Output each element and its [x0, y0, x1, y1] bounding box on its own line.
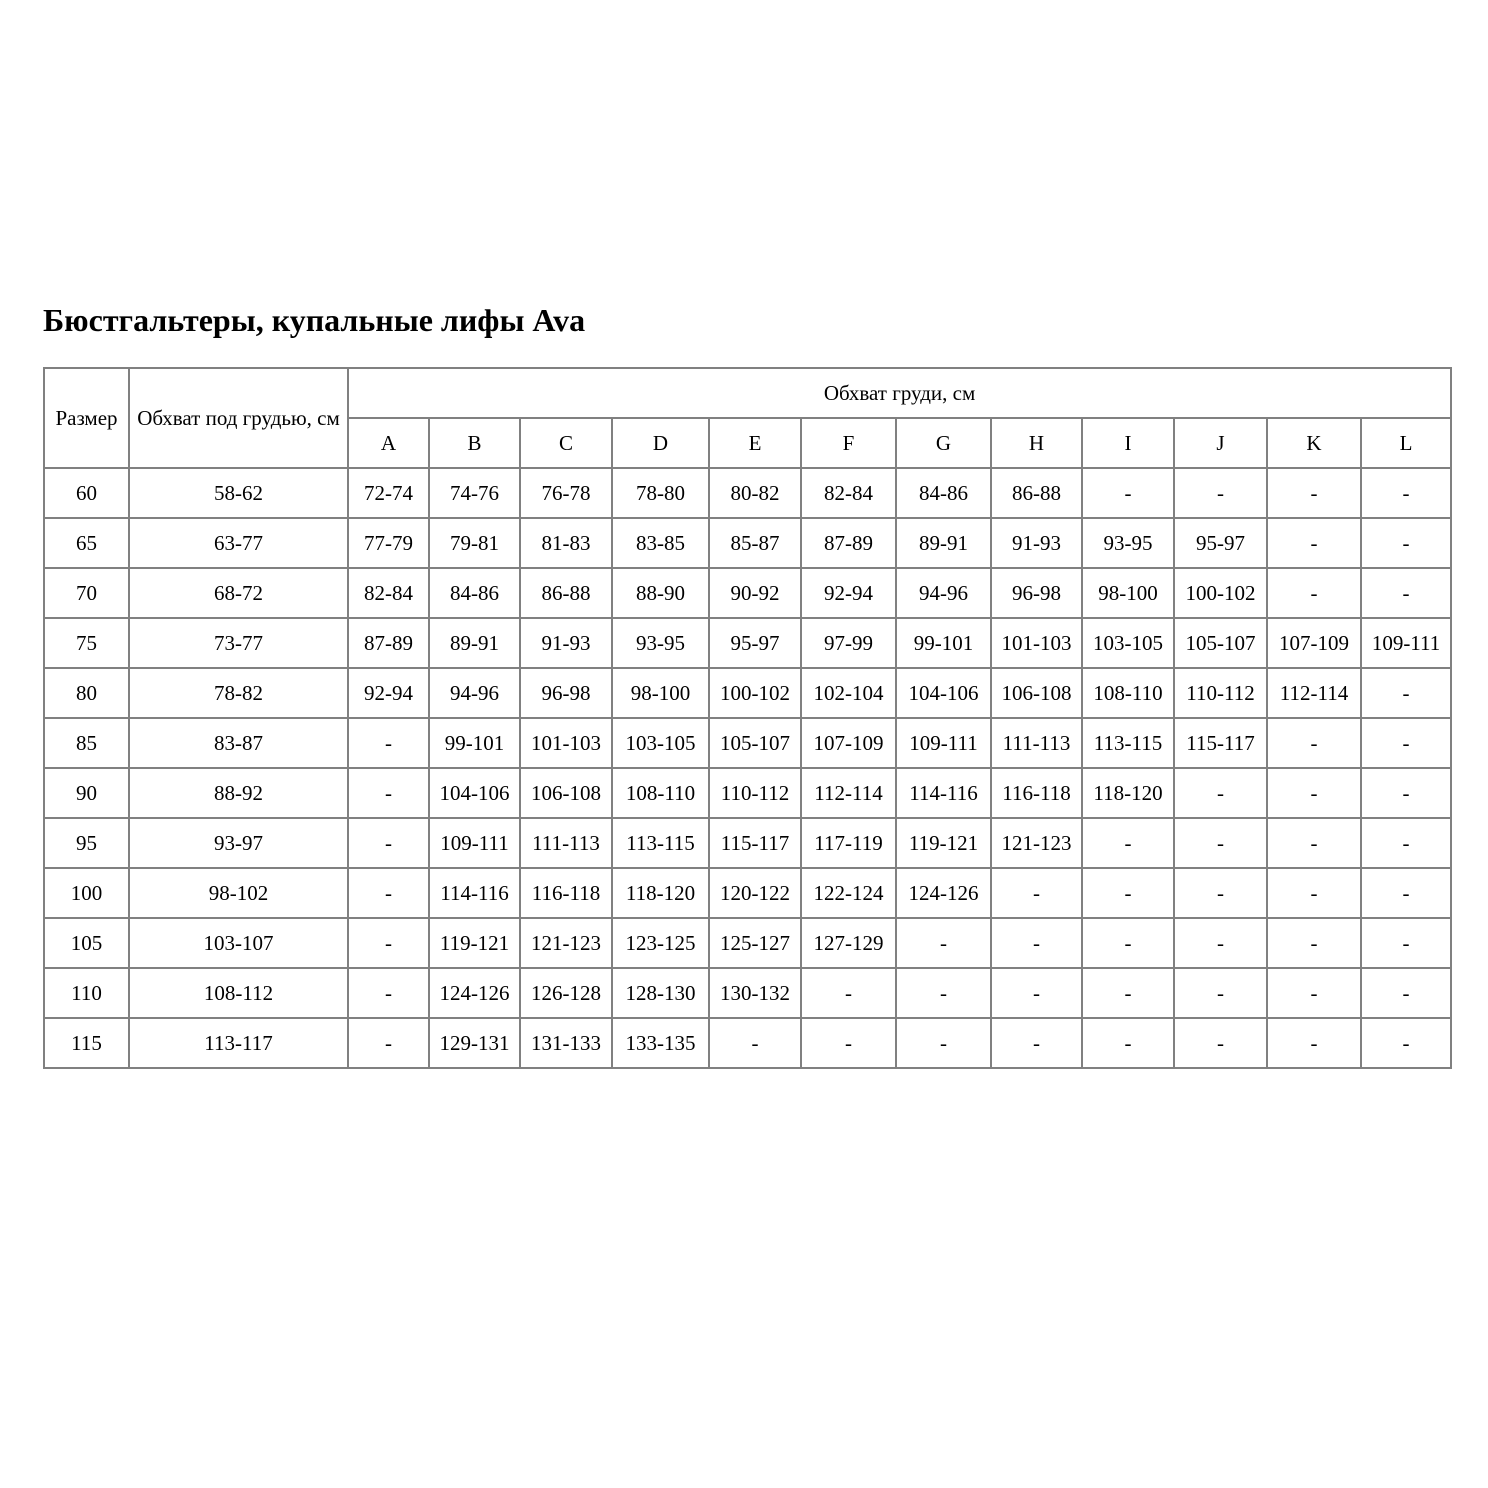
cup-cell-H: 101-103 [991, 618, 1082, 668]
cup-cell-A: - [348, 918, 429, 968]
header-cup-F: F [801, 418, 896, 468]
table-row [44, 818, 1451, 868]
header-cup-D: D [612, 418, 709, 468]
cup-cell-F: 112-114 [801, 768, 896, 818]
cup-cell-C: 96-98 [520, 668, 612, 718]
cup-cell-H: 121-123 [991, 818, 1082, 868]
cup-cell-H: 91-93 [991, 518, 1082, 568]
cup-cell-H: 106-108 [991, 668, 1082, 718]
cup-cell-K: - [1267, 818, 1361, 868]
cup-cell-J: - [1174, 918, 1267, 968]
cup-cell-B: 99-101 [429, 718, 520, 768]
cup-cell-K: - [1267, 768, 1361, 818]
cup-cell-F: 127-129 [801, 918, 896, 968]
size-chart-table [43, 367, 1452, 1069]
cup-cell-C: 81-83 [520, 518, 612, 568]
size-cell: 60 [44, 468, 129, 518]
cup-cell-D: 108-110 [612, 768, 709, 818]
cup-cell-C: 131-133 [520, 1018, 612, 1068]
cup-cell-H: - [991, 1018, 1082, 1068]
cup-cell-D: 83-85 [612, 518, 709, 568]
cup-cell-H: 116-118 [991, 768, 1082, 818]
cup-cell-C: 126-128 [520, 968, 612, 1018]
cup-cell-B: 114-116 [429, 868, 520, 918]
size-cell: 70 [44, 568, 129, 618]
cup-cell-G: - [896, 968, 991, 1018]
header-cup-A: A [348, 418, 429, 468]
underbust-cell: 103-107 [129, 918, 348, 968]
page-title: Бюстгальтеры, купальные лифы Ava [43, 302, 586, 338]
cup-cell-H: 86-88 [991, 468, 1082, 518]
cup-cell-E: 100-102 [709, 668, 801, 718]
cup-cell-B: 119-121 [429, 918, 520, 968]
size-cell: 105 [44, 918, 129, 968]
cup-cell-E: - [709, 1018, 801, 1068]
cup-cell-G: 84-86 [896, 468, 991, 518]
cup-cell-B: 84-86 [429, 568, 520, 618]
cup-cell-B: 129-131 [429, 1018, 520, 1068]
cup-cell-K: - [1267, 968, 1361, 1018]
cup-cell-F: 92-94 [801, 568, 896, 618]
cup-cell-H: 96-98 [991, 568, 1082, 618]
size-cell: 90 [44, 768, 129, 818]
underbust-cell: 98-102 [129, 868, 348, 918]
cup-cell-D: 98-100 [612, 668, 709, 718]
cup-cell-A: 77-79 [348, 518, 429, 568]
cup-cell-E: 110-112 [709, 768, 801, 818]
cup-cell-A: - [348, 768, 429, 818]
cup-cell-E: 90-92 [709, 568, 801, 618]
cup-cell-E: 80-82 [709, 468, 801, 518]
cup-cell-G: - [896, 918, 991, 968]
cup-cell-L: - [1361, 668, 1451, 718]
cup-cell-C: 101-103 [520, 718, 612, 768]
cup-cell-F: - [801, 1018, 896, 1068]
cup-cell-G: 114-116 [896, 768, 991, 818]
cup-cell-C: 86-88 [520, 568, 612, 618]
header-cup-J: J [1174, 418, 1267, 468]
cup-cell-E: 95-97 [709, 618, 801, 668]
header-cup-G: G [896, 418, 991, 468]
cup-cell-E: 120-122 [709, 868, 801, 918]
cup-cell-D: 133-135 [612, 1018, 709, 1068]
table-row [44, 518, 1451, 568]
underbust-cell: 113-117 [129, 1018, 348, 1068]
table-row [44, 768, 1451, 818]
cup-cell-B: 109-111 [429, 818, 520, 868]
cup-cell-K: - [1267, 918, 1361, 968]
size-cell: 95 [44, 818, 129, 868]
underbust-cell: 63-77 [129, 518, 348, 568]
header-cup-K: K [1267, 418, 1361, 468]
size-cell: 75 [44, 618, 129, 668]
cup-cell-K: - [1267, 868, 1361, 918]
cup-cell-D: 93-95 [612, 618, 709, 668]
header-cup-I: I [1082, 418, 1174, 468]
size-cell: 100 [44, 868, 129, 918]
cup-cell-C: 116-118 [520, 868, 612, 918]
cup-cell-C: 106-108 [520, 768, 612, 818]
cup-cell-F: 102-104 [801, 668, 896, 718]
table-row [44, 968, 1451, 1018]
underbust-cell: 73-77 [129, 618, 348, 668]
cup-cell-A: - [348, 818, 429, 868]
cup-cell-C: 91-93 [520, 618, 612, 668]
cup-cell-J: - [1174, 868, 1267, 918]
underbust-cell: 93-97 [129, 818, 348, 868]
cup-cell-G: 104-106 [896, 668, 991, 718]
cup-cell-L: - [1361, 968, 1451, 1018]
cup-cell-C: 121-123 [520, 918, 612, 968]
cup-cell-D: 78-80 [612, 468, 709, 518]
header-bust-span: Обхват груди, см [348, 368, 1451, 418]
cup-cell-G: 99-101 [896, 618, 991, 668]
header-cup-L: L [1361, 418, 1451, 468]
size-cell: 85 [44, 718, 129, 768]
cup-cell-D: 128-130 [612, 968, 709, 1018]
cup-cell-J: 100-102 [1174, 568, 1267, 618]
cup-cell-J: - [1174, 1018, 1267, 1068]
cup-cell-F: - [801, 968, 896, 1018]
cup-cell-G: 124-126 [896, 868, 991, 918]
table-row [44, 568, 1451, 618]
cup-cell-L: - [1361, 818, 1451, 868]
cup-cell-A: - [348, 718, 429, 768]
cup-cell-J: 115-117 [1174, 718, 1267, 768]
cup-cell-L: - [1361, 868, 1451, 918]
cup-cell-D: 113-115 [612, 818, 709, 868]
cup-cell-J: 105-107 [1174, 618, 1267, 668]
size-cell: 65 [44, 518, 129, 568]
cup-cell-L: - [1361, 568, 1451, 618]
underbust-cell: 108-112 [129, 968, 348, 1018]
cup-cell-B: 104-106 [429, 768, 520, 818]
cup-cell-I: - [1082, 918, 1174, 968]
cup-cell-K: 107-109 [1267, 618, 1361, 668]
cup-cell-I: - [1082, 868, 1174, 918]
cup-cell-I: 113-115 [1082, 718, 1174, 768]
underbust-cell: 78-82 [129, 668, 348, 718]
cup-cell-B: 74-76 [429, 468, 520, 518]
cup-cell-G: 89-91 [896, 518, 991, 568]
cup-cell-G: - [896, 1018, 991, 1068]
cup-cell-J: 95-97 [1174, 518, 1267, 568]
cup-cell-K: - [1267, 468, 1361, 518]
cup-cell-C: 111-113 [520, 818, 612, 868]
table-header [44, 368, 1451, 468]
cup-cell-I: - [1082, 1018, 1174, 1068]
table-row [44, 868, 1451, 918]
header-row-top [44, 368, 1451, 418]
header-cup-B: B [429, 418, 520, 468]
cup-cell-L: - [1361, 768, 1451, 818]
cup-cell-J: - [1174, 968, 1267, 1018]
cup-cell-H: - [991, 868, 1082, 918]
cup-cell-B: 79-81 [429, 518, 520, 568]
cup-cell-D: 118-120 [612, 868, 709, 918]
cup-cell-L: 109-111 [1361, 618, 1451, 668]
cup-cell-I: 103-105 [1082, 618, 1174, 668]
size-cell: 115 [44, 1018, 129, 1068]
cup-cell-H: - [991, 918, 1082, 968]
cup-cell-B: 124-126 [429, 968, 520, 1018]
table-row [44, 618, 1451, 668]
header-underbust: Обхват под грудью, см [129, 368, 348, 468]
cup-cell-E: 115-117 [709, 818, 801, 868]
cup-cell-F: 122-124 [801, 868, 896, 918]
cup-cell-A: - [348, 968, 429, 1018]
cup-cell-B: 89-91 [429, 618, 520, 668]
cup-cell-L: - [1361, 468, 1451, 518]
cup-cell-D: 123-125 [612, 918, 709, 968]
cup-cell-K: 112-114 [1267, 668, 1361, 718]
table-body [44, 468, 1451, 1068]
cup-cell-K: - [1267, 568, 1361, 618]
cup-cell-J: - [1174, 768, 1267, 818]
cup-cell-I: 93-95 [1082, 518, 1174, 568]
cup-cell-F: 82-84 [801, 468, 896, 518]
header-cup-H: H [991, 418, 1082, 468]
cup-cell-A: 82-84 [348, 568, 429, 618]
cup-cell-E: 125-127 [709, 918, 801, 968]
cup-cell-I: 98-100 [1082, 568, 1174, 618]
cup-cell-E: 85-87 [709, 518, 801, 568]
cup-cell-K: - [1267, 1018, 1361, 1068]
size-cell: 110 [44, 968, 129, 1018]
cup-cell-A: 72-74 [348, 468, 429, 518]
underbust-cell: 83-87 [129, 718, 348, 768]
header-cup-C: C [520, 418, 612, 468]
cup-cell-A: 92-94 [348, 668, 429, 718]
table-row [44, 668, 1451, 718]
cup-cell-A: - [348, 1018, 429, 1068]
cup-cell-I: 108-110 [1082, 668, 1174, 718]
header-cup-E: E [709, 418, 801, 468]
cup-cell-F: 87-89 [801, 518, 896, 568]
cup-cell-I: - [1082, 818, 1174, 868]
cup-cell-J: - [1174, 468, 1267, 518]
cup-cell-A: - [348, 868, 429, 918]
cup-cell-L: - [1361, 1018, 1451, 1068]
cup-cell-E: 105-107 [709, 718, 801, 768]
cup-cell-K: - [1267, 518, 1361, 568]
cup-cell-I: 118-120 [1082, 768, 1174, 818]
cup-cell-F: 97-99 [801, 618, 896, 668]
cup-cell-H: - [991, 968, 1082, 1018]
table-row [44, 918, 1451, 968]
cup-cell-L: - [1361, 918, 1451, 968]
table-row [44, 1018, 1451, 1068]
cup-cell-H: 111-113 [991, 718, 1082, 768]
cup-cell-D: 103-105 [612, 718, 709, 768]
cup-cell-J: - [1174, 818, 1267, 868]
cup-cell-I: - [1082, 468, 1174, 518]
underbust-cell: 88-92 [129, 768, 348, 818]
cup-cell-G: 119-121 [896, 818, 991, 868]
cup-cell-B: 94-96 [429, 668, 520, 718]
cup-cell-G: 109-111 [896, 718, 991, 768]
table-row [44, 468, 1451, 518]
cup-cell-L: - [1361, 718, 1451, 768]
cup-cell-I: - [1082, 968, 1174, 1018]
cup-cell-J: 110-112 [1174, 668, 1267, 718]
header-size: Размер [44, 368, 129, 468]
cup-cell-A: 87-89 [348, 618, 429, 668]
cup-cell-D: 88-90 [612, 568, 709, 618]
size-cell: 80 [44, 668, 129, 718]
cup-cell-G: 94-96 [896, 568, 991, 618]
underbust-cell: 58-62 [129, 468, 348, 518]
underbust-cell: 68-72 [129, 568, 348, 618]
cup-cell-C: 76-78 [520, 468, 612, 518]
cup-cell-F: 107-109 [801, 718, 896, 768]
cup-cell-L: - [1361, 518, 1451, 568]
cup-cell-K: - [1267, 718, 1361, 768]
cup-cell-E: 130-132 [709, 968, 801, 1018]
table-row [44, 718, 1451, 768]
cup-cell-F: 117-119 [801, 818, 896, 868]
